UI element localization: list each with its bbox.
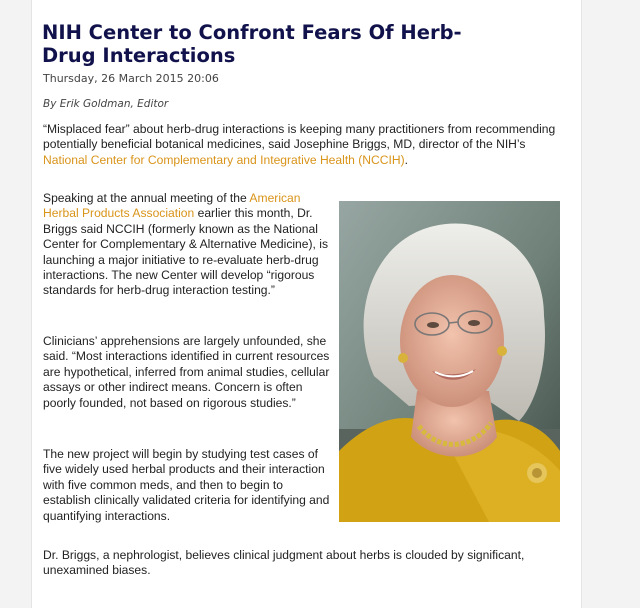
article-date: Thursday, 26 March 2015 20:06 [43, 72, 219, 85]
article-byline: By Erik Goldman, Editor [43, 98, 169, 110]
portrait-photo [339, 201, 560, 522]
paragraph-meeting [43, 191, 333, 299]
portrait-image [339, 201, 560, 522]
article-title[interactable]: NIH Center to Confront Fears Of Herb-Drug Interactions [42, 21, 462, 67]
paragraph-intro-end: . [404, 152, 408, 167]
ahpa-link[interactable]: American Herbal Products Association [43, 191, 301, 221]
paragraph-clinicians: Clinicians’ apprehensions are largely unfounded, she said. “Most interactions identified in current resources are hypothetical, inferred from animal studies, cellular assays or other indirect means. Concern is often poorly founded, not based on rigorous studies.” [43, 334, 330, 410]
paragraph-intro [43, 122, 563, 168]
paragraph-project: The new project will begin by studying test cases of five widely used herbal products and their interaction with five common meds, and then to begin to establish clinically validated criteria for identifying and quantifying interactions. [43, 447, 330, 523]
paragraph-intro-text: “Misplaced fear” about herb-drug interactions is keeping many practitioners from recommending potentially beneficial botanical medicines, said Josephine Briggs, MD, director of the NIH’s [43, 122, 556, 152]
paragraph-meeting-text-a: Speaking at the annual meeting of the [43, 191, 250, 205]
paragraph-meeting-text-b: earlier this month, Dr. Briggs said NCCIH (formerly known as the National Center for Complementary & Alternative Medicine), is launching a major initiative to re-evaluate herb-drug interactions. The new Center will develop “rigorous standards for herb-drug interaction testing.” [43, 206, 328, 298]
paragraph-biases: Dr. Briggs, a nephrologist, believes clinical judgment about herbs is clouded by significant, unexamined biases. [43, 548, 525, 578]
nccih-link[interactable]: National Center for Complementary and Integrative Health (NCCIH) [43, 152, 405, 167]
